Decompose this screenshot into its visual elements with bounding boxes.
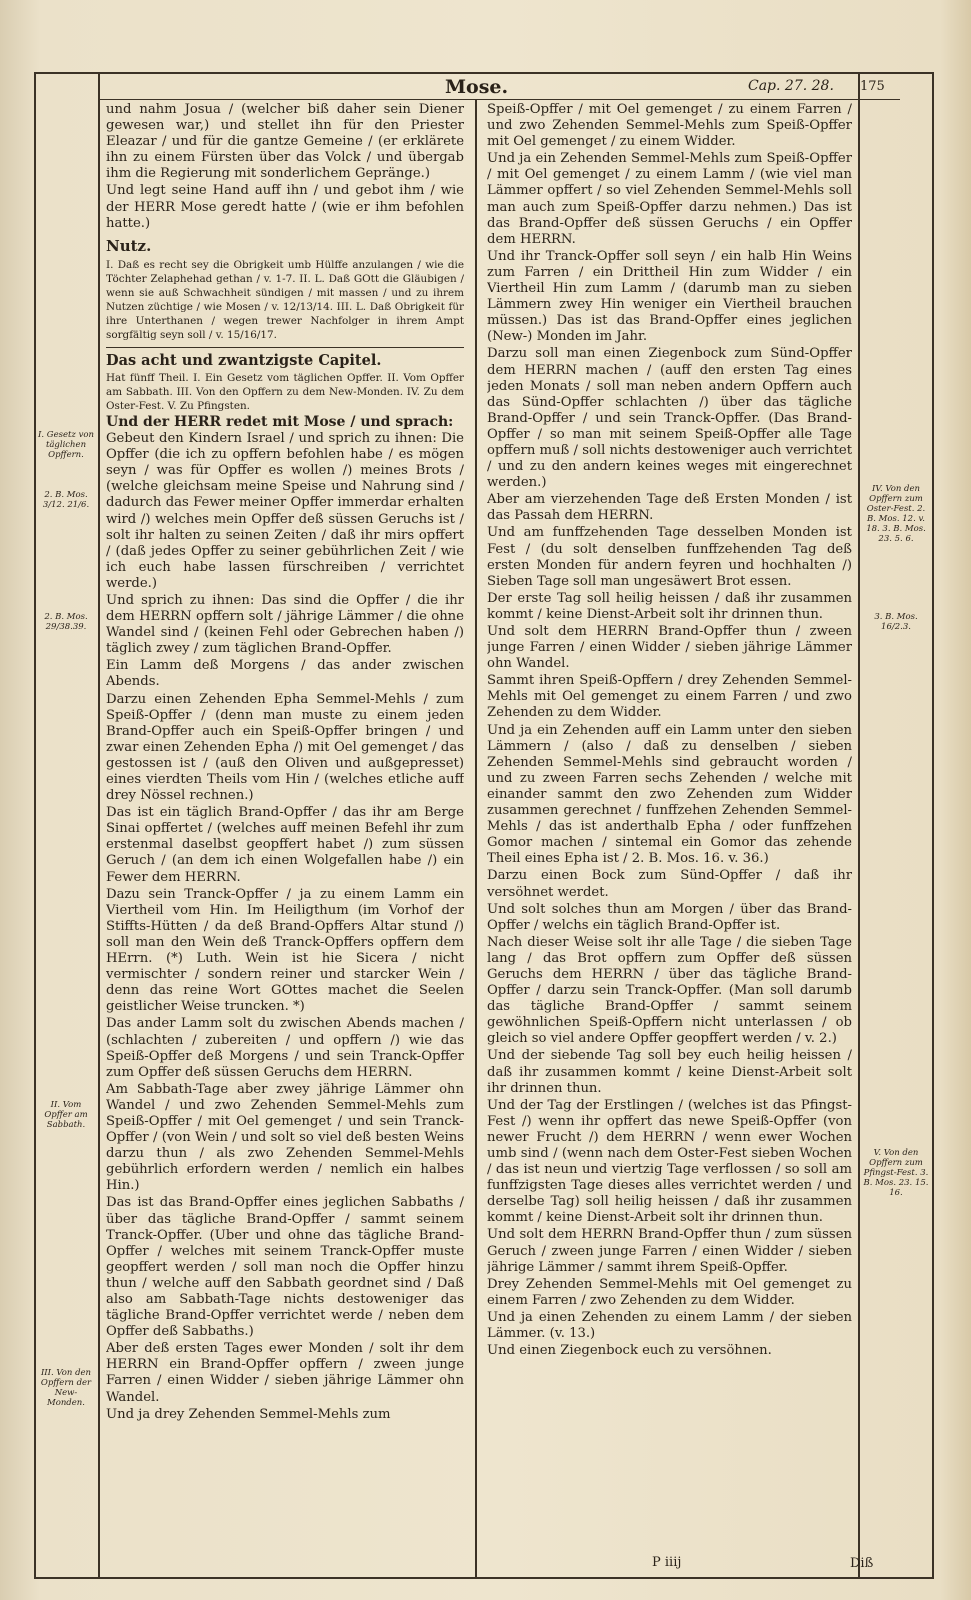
margin-note: 3. B. Mos. 16/2.3.: [874, 612, 918, 632]
catchword: Diß: [850, 1556, 874, 1571]
verse-25: Und der siebende Tag soll bey euch heilig heissen / daß ihr zusammen kommt / keine Dienst-Arbeit solt ihr drinnen thun.: [487, 1048, 852, 1096]
verse-14: Und ihr Tranck-Opffer soll seyn / ein halb Hin Weins zum Farren / ein Drittheil Hin zum Widder / ein Viertheil Hin zum Lamm / (darumb man zu sieben Lämmern zwey Hin weniger ein Viertheil brauchen müssen.) Das ist das Brand-Opffer eines jeglichen (New-) Monden im Jahr.: [487, 248, 852, 345]
verse-20: Sammt ihren Speiß-Opffern / drey Zehenden Semmel-Mehls mit Oel gemenget zu einem Farren / und zwo Zehenden zu dem Widder.: [487, 673, 852, 721]
chapter-heading: Das acht und zwantzigste Capitel.: [106, 351, 382, 369]
verse-23: Und legt seine Hand auff ihn / und gebot ihm / wie der HERR Mose geredt hatte / (wie er ihm befohlen hatte.): [106, 183, 464, 231]
verse-3: Und sprich zu ihnen: Das sind die Opffer / die ihr dem HERRN opffern solt / jährige Lämmer / die ohne Wandel sind / (keinen Fehl oder Gebrechen haben /) täglich zwey / zum täglichen Brand-Opffer.: [106, 592, 464, 657]
left-margin-rule: [98, 72, 100, 1579]
right-margin-rule: [858, 72, 860, 1579]
header-title: Mose.: [445, 76, 509, 98]
verse-2: Gebeut den Kindern Israel / und sprich zu ihnen: Die Opffer (die ich zu opffern befohlen habe / es mögen seyn / was für Opffer es wollen /) meines Brots / (welche gleichsam meine Speise und Nahrung sind / dadurch das Fewer meiner Opffer immerdar erhalten wird /) welches mein Opffer deß süssen Geruchs ist / solt ihr halten zu seinen Zeiten / daß ihr mirs opffert / (daß jedes Opffer zu seiner gebührlichen Zeit / wie ich euch habe lassen fürschreiben / verrichtet werde.): [106, 431, 464, 591]
nutz-heading: Nutz.: [106, 236, 152, 255]
running-header: [100, 78, 900, 100]
signature-mark: P iiij: [652, 1555, 682, 1570]
paragraph: und nahm Josua / (welcher biß daher sein Diener gewesen war,) und stellet ihn für den Priester Eleazar / und für die gantze Gemeine / (er erklärete ihn zu einem Fürsten über das Volck / und übergab ihm die Regierung mit sonderlichem Gepränge.): [106, 102, 464, 182]
verse-9: Am Sabbath-Tage aber zwey jährige Lämmer ohn Wandel / und zwo Zehenden Semmel-Mehls zum Speiß-Opffer / mit Oel gemenget / und sein Tranck-Opffer / (von Wein / und solt so viel deß besten Weins darzu thun / als zwo Zehenden Semmel-Mehls gebührlich erfordern werden / nemlich ein halbes Hin.): [106, 1081, 464, 1194]
verse-4: Ein Lamm deß Morgens / das ander zwischen Abends.: [106, 658, 464, 690]
verse-19: Und solt dem HERRN Brand-Opffer thun / zween junge Farren / einen Widder / sieben jährige Lämmer ohn Wandel.: [487, 624, 852, 672]
verse-16: Aber am vierzehenden Tage deß Ersten Monden / ist das Passah dem HERRN.: [487, 492, 852, 524]
verse-23: Und solt solches thun am Morgen / über das Brand-Opffer / welchs ein täglich Brand-Opffer ist.: [487, 901, 852, 933]
verse-17: Und am funffzehenden Tage desselben Monden ist Fest / (du solt denselben funffzehenden Tag deß ersten Monden für andern feyren und hochhalten /) Sieben Tage soll man ungesäwert Brot essen.: [487, 525, 852, 589]
margin-note: III. Von den Opffern der New-Monden.: [40, 1368, 92, 1408]
paragraph: Speiß-Opffer / mit Oel gemenget / zu einem Farren / und zwo Zehenden Semmel-Mehls zum Speiß-Opffer mit Oel gemenget / zu einem Widder.: [487, 102, 852, 150]
nutz-text: I. Daß es recht sey die Obrigkeit umb Hülffe anzulangen / wie die Töchter Zelaphehad gethan / v. 1-7. II. L. Daß GOtt die Gläubigen / wenn sie auß Schwachheit sündigen / mit massen / und zu ihrem Nutzen züchtige / wie Mosen / v. 12/13/14. III. L. Daß Obrigkeit für ihre Unterthanen / wegen trewer Nachfolger in ihrem Ampt sorgfältig seyn soll / v. 15/16/17.: [106, 258, 464, 341]
verse-7: Dazu sein Tranck-Opffer / ja zu einem Lamm ein Viertheil vom Hin. Im Heiligthum (im Vorhof der Stiffts-Hütten / da deß Brand-Opffers Altar stund /) soll man den Wein deß Tranck-Opffers opffern dem HErrn. (*) Luth. Wein ist hie Sicera / nicht vermischter / sondern reiner und starcker Wein / denn das reine Wort GOttes machet die Seelen geistlicher Weise truncken. *): [106, 886, 464, 1015]
verse-12: Und ja drey Zehenden Semmel-Mehls zum: [106, 1406, 391, 1422]
margin-note: 2. B. Mos. 29/38.39.: [44, 612, 88, 632]
left-column: [106, 102, 464, 1424]
verse-18: Der erste Tag soll heilig heissen / daß ihr zusammen kommt / keine Dienst-Arbeit solt ihr drinnen thun.: [487, 590, 852, 622]
page-number: 175: [860, 79, 885, 94]
verse-24: Nach dieser Weise solt ihr alle Tage / die sieben Tage lang / das Brot opffern zum Opffer deß süssen Geruchs dem HERRN / über das tägliche Brand-Opffer / darzu sein Tranck-Opffer. (Man soll darumb das tägliche Brand-Opffer / sammt seinem gewöhnlichen Speiß-Opffern nicht unterlassen / ob gleich so viel andere Opffer geopffert werden / v. 2.): [487, 934, 852, 1047]
margin-note: I. Gesetz von täglichen Opffern.: [38, 430, 94, 460]
margin-note: II. Vom Opffer am Sabbath.: [44, 1100, 88, 1130]
margin-note: 2. B. Mos. 3/12. 21/6.: [42, 490, 90, 510]
divider: [106, 347, 464, 348]
column-divider: [475, 99, 477, 1579]
verse-6: Das ist ein täglich Brand-Opffer / das ihr am Berge Sinai opffertet / (welches auff meinen Befehl ihr zum erstenmal daselbst geopffert habet /) zum süssen Geruch / (an dem ich einen Wolgefallen habe /) ein Fewer dem HERRN.: [106, 805, 464, 885]
verse-8: Das ander Lamm solt du zwischen Abends machen / (schlachten / zubereiten / und opffern /) wie das Speiß-Opffer deß Morgens / und sein Tranck-Opffer zum Opffer deß süssen Geruchs dem HERRN.: [106, 1016, 464, 1080]
verse-1: Und der HERR redet mit Mose / und sprach:: [106, 413, 454, 430]
margin-note: IV. Von den Opffern zum Oster-Fest. 2. B. Mos. 12. v. 18. 3. B. Mos. 23. 5. 6.: [866, 484, 926, 544]
verse-26: Und der Tag der Erstlingen / (welches ist das Pfingst-Fest /) wenn ihr opffert das newe Speiß-Opffer (von newer Frucht /) dem HERRN / wenn ewer Wochen umb sind / (wenn nach dem Oster-Fest sieben Wochen / das ist neun und viertzig Tage verflossen / so soll am funffzigsten Tage dieses alles verrichtet werden / und derselbe Tag) soll heilig heissen / daß ihr zusammen kommt / keine Dienst-Arbeit solt ihr drinnen thun.: [487, 1097, 852, 1226]
verse-11: Aber deß ersten Tages ewer Monden / solt ihr dem HERRN ein Brand-Opffer opffern / zween junge Farren / einen Widder / sieben jährige Lämmer ohn Wandel.: [106, 1341, 464, 1405]
verse-5: Darzu einen Zehenden Epha Semmel-Mehls / zum Speiß-Opffer / (denn man muste zu einem jeden Brand-Opffer auch ein Speiß-Opffer bringen / und zwar einen Zehenden Epha /) mit Oel gemenget / das gestossen ist / (auß den Oliven und außgepresset) eines vierdten Theils vom Hin / (welches etliche auff drey Nössel rechnen.): [106, 691, 464, 804]
header-rule: [100, 99, 900, 100]
verse-13: Und ja ein Zehenden Semmel-Mehls zum Speiß-Opffer / mit Oel gemenget / zu einem Lamm / (wie viel man Lämmer opffert / so viel Zehenden Semmel-Mehls soll man auch zum Speiß-Opffer darzu nehmen.) Das ist das Brand-Opffer deß süssen Geruchs / ein Opffer dem HERRN.: [487, 151, 852, 247]
verse-10: Das ist das Brand-Opffer eines jeglichen Sabbaths / über das tägliche Brand-Opffer / sammt seinem Tranck-Opffer. (Uber und ohne das tägliche Brand-Opffer / welches mit seinem Tranck-Opffer muste geopffert werden / soll man noch die Opffer hinzu thun / welche auff den Sabbath geordnet sind / Daß also am Sabbath-Tage nichts destoweniger das tägliche Brand-Opffer verrichtet werde / neben dem Opffer deß Sabbaths.): [106, 1195, 464, 1340]
chapter-summary: Hat fünff Theil. I. Ein Gesetz vom täglichen Opffer. II. Vom Opffer am Sabbath. III. Von den Opffern zu dem New-Monden. IV. Zu dem Oster-Fest. V. Zu Pfingsten.: [106, 371, 464, 412]
verse-28: Drey Zehenden Semmel-Mehls mit Oel gemenget zu einem Farren / zwo Zehenden zu dem Widder.: [487, 1276, 852, 1308]
right-column: [487, 102, 852, 1360]
verse-29: Und ja einen Zehenden zu einem Lamm / der sieben Lämmer. (v. 13.): [487, 1309, 852, 1342]
verse-15: Darzu soll man einen Ziegenbock zum Sünd-Opffer dem HERRN machen / (auff den ersten Tag eines jeden Monats / soll man neben andern Opffern auch das Sünd-Opffer schlachten /) über das tägliche Brand-Opffer / und sein Tranck-Opffer. (Das Brand-Opffer / so man mit seinem Speiß-Opffer alle Tage opffern muß / soll nichts destoweniger auch verrichtet / und zu den andern keines weges mit eingerechnet werden.): [487, 346, 852, 491]
verse-30: Und einen Ziegenbock euch zu versöhnen.: [487, 1343, 772, 1359]
margin-note: V. Von den Opffern zum Pfingst-Fest. 3. B. Mos. 23. 15. 16.: [863, 1148, 929, 1198]
header-chapter: Cap. 27. 28.: [748, 78, 834, 94]
verse-27: Und solt dem HERRN Brand-Opffer thun / zum süssen Geruch / zween junge Farren / einen Widder / sieben jährige Lämmer / sammt ihrem Speiß-Opffer.: [487, 1227, 852, 1275]
verse-22: Darzu einen Bock zum Sünd-Opffer / daß ihr versöhnet werdet.: [487, 868, 852, 900]
verse-21: Und ja ein Zehenden auff ein Lamm unter den sieben Lämmern / (also / daß zu denselben / sieben Zehenden Semmel-Mehls sind gebraucht worden / und zu zween Farren sechs Zehenden / welche mit einander sammt den zwo Zehenden zum Widder zusammen gerechnet / funffzehen Zehenden Semmel-Mehls / das ist anderthalb Epha / oder funffzehen Gomor machen / sintemal ein Gomor das zehende Theil eines Epha ist / 2. B. Mos. 16. v. 36.): [487, 722, 852, 867]
